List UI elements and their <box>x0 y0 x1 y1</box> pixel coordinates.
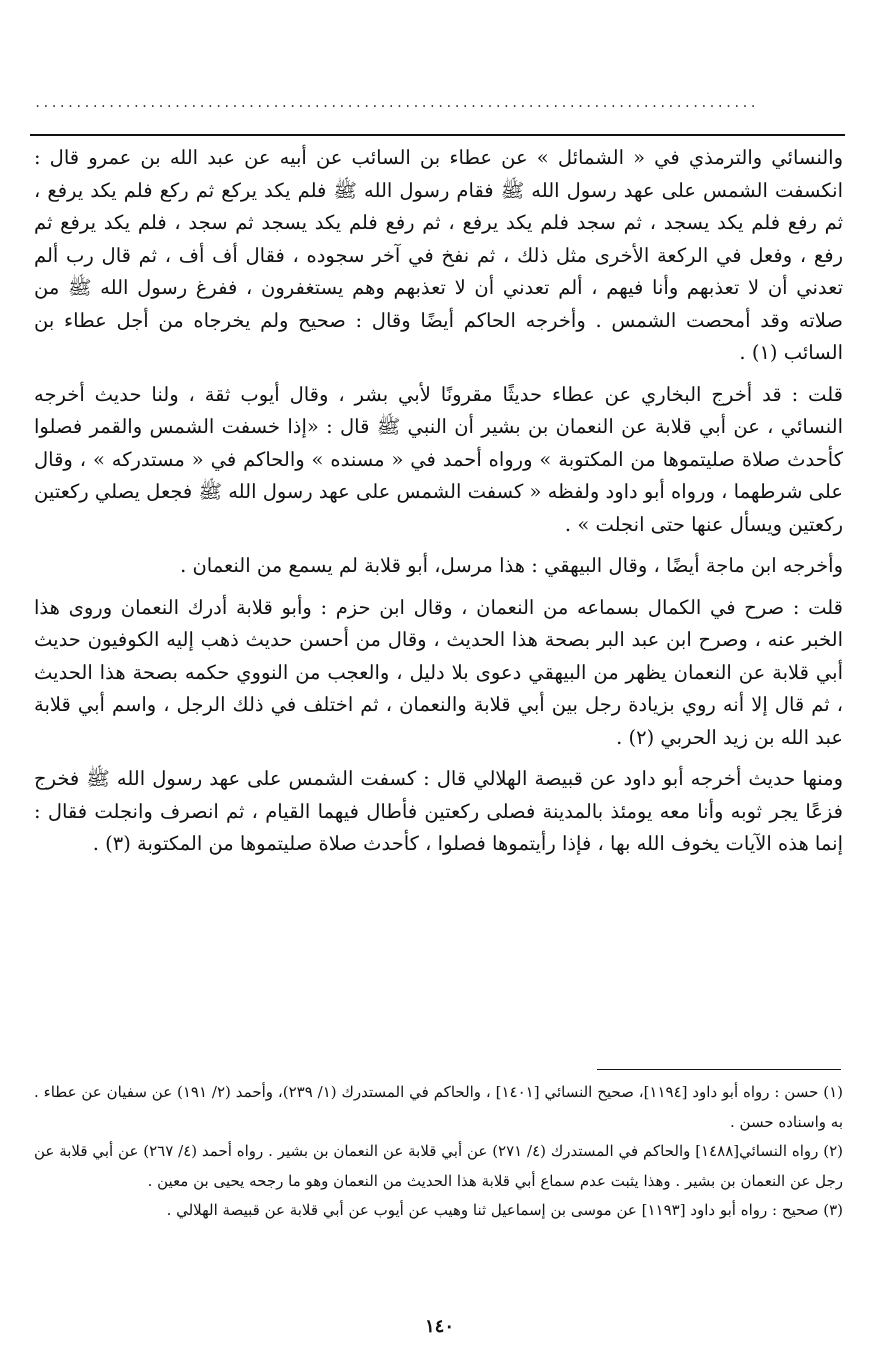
paragraph-2: قلت : قد أخرج البخاري عن عطاء حديثًا مقرونًا لأبي بشر ، وقال أيوب ثقة ، ولنا حديث أخرجه النسائي ، عن أبي قلابة عن النعمان بن بشير أن النبي ﷺ قال : «إذا خسفت الشمس والقمر فصلوا كأحدث صلاة صليتموها من المكتوبة » ورواه أحمد في « مسنده » والحاكم في « مستدركه » ، وقال على شرطهما ، ورواه أبو داود ولفظه « كسفت الشمس على عهد رسول الله ﷺ فجعل يصلي ركعتين ركعتين ويسأل عنها حتى انجلت » . <box>34 382 843 536</box>
footnote-2: (٢) رواه النسائي[١٤٨٨] والحاكم في المستدرك (٤/ ٢٧١) عن أبي قلابة عن النعمان بن بشير . رواه أحمد (٤/ ٢٦٧) عن أبي قلابة عن رجل عن النعمان بن بشير . وهذا يثبت عدم سماع أبي قلابة هذا الحديث من النعمان وهو ما رجحه يحيى بن معين . <box>34 1142 843 1190</box>
paragraph-5: ومنها حديث أخرجه أبو داود عن قبيصة الهلالي قال : كسفت الشمس على عهد رسول الله ﷺ فخرج فزعًا يجر ثوبه وأنا معه يومئذ بالمدينة فصلى ركعتين فأطال فيهما القيام ، ثم انصرف وانجلت فقال : إنما هذه الآيات يخوف الله بها ، فإذا رأيتموها فصلوا ، كأحدث صلاة صليتموها من المكتوبة (٣) . <box>34 767 843 855</box>
main-text <box>34 142 843 861</box>
footnotes <box>34 1078 843 1226</box>
paragraph-4: قلت : صرح في الكمال بسماعه من النعمان ، وقال ابن حزم : وأبو قلابة أدرك النعمان وروى هذا الخبر عنه ، وصرح ابن عبد البر بصحة هذا الحديث ، وقال من أحسن حديث ذهب إليه الكوفيون حديث أبي قلابة عن النعمان يظهر من البيهقي دعوى بلا دليل ، والعجب من النووي حكمه بصحة هذا الحديث ، ثم قال إلا أنه روي بزيادة رجل بين أبي قلابة والنعمان ، ثم اختلف في ذلك الرجل ، واسم أبي قلابة عبد الله بن زيد الحربي (٢) . <box>34 595 843 749</box>
paragraph-3: وأخرجه ابن ماجة أيضًا ، وقال البيهقي : هذا مرسل، أبو قلابة لم يسمع من النعمان . <box>180 554 843 577</box>
paragraph-1: والنسائي والترمذي في « الشمائل » عن عطاء بن السائب عن أبيه عن عبد الله بن عمرو قال : انكسفت الشمس على عهد رسول الله ﷺ فقام رسول الله ﷺ فلم يكد يركع ثم ركع فلم يكد يرفع ، ثم رفع فلم يكد يسجد ، ثم سجد فلم يكد يرفع ، ثم رفع فلم يكد يسجد ثم سجد ، فلم يكد يرفع ثم رفع ، وفعل في الركعة الأخرى مثل ذلك ، ثم نفخ في آخر سجوده ، فقال أف أف ، ثم قال رب ألم تعدني أن لا تعذبهم وأنا فيهم ، ألم تعدني أن لا تعذبهم وهم يستغفرون ، ففرغ رسول الله ﷺ من صلاته وقد أمحصت الشمس . وأخرجه الحاكم أيضًا وقال : صحيح ولم يخرجاه من أجل عطاء بن السائب (١) . <box>34 146 843 364</box>
footnote-1: (١) حسن : رواه أبو داود [١١٩٤]، صحيح النسائي [١٤٠١] ، والحاكم في المستدرك (١/ ٢٣٩)، وأحمد (٢/ ١٩١) عن سفيان عن عطاء . به واسناده حسن . <box>34 1083 844 1131</box>
footnote-3: (٣) صحيح : رواه أبو داود [١١٩٣] عن موسى بن إسماعيل ثنا وهيب عن أيوب عن أبي قلابة عن قبيصة الهلالي . <box>166 1201 843 1219</box>
footnote-separator <box>597 1069 841 1070</box>
header-rule <box>30 134 845 136</box>
page-number: ١٤٠ <box>424 1316 454 1337</box>
header-dotted-line: ........................................................................................ <box>34 96 758 110</box>
